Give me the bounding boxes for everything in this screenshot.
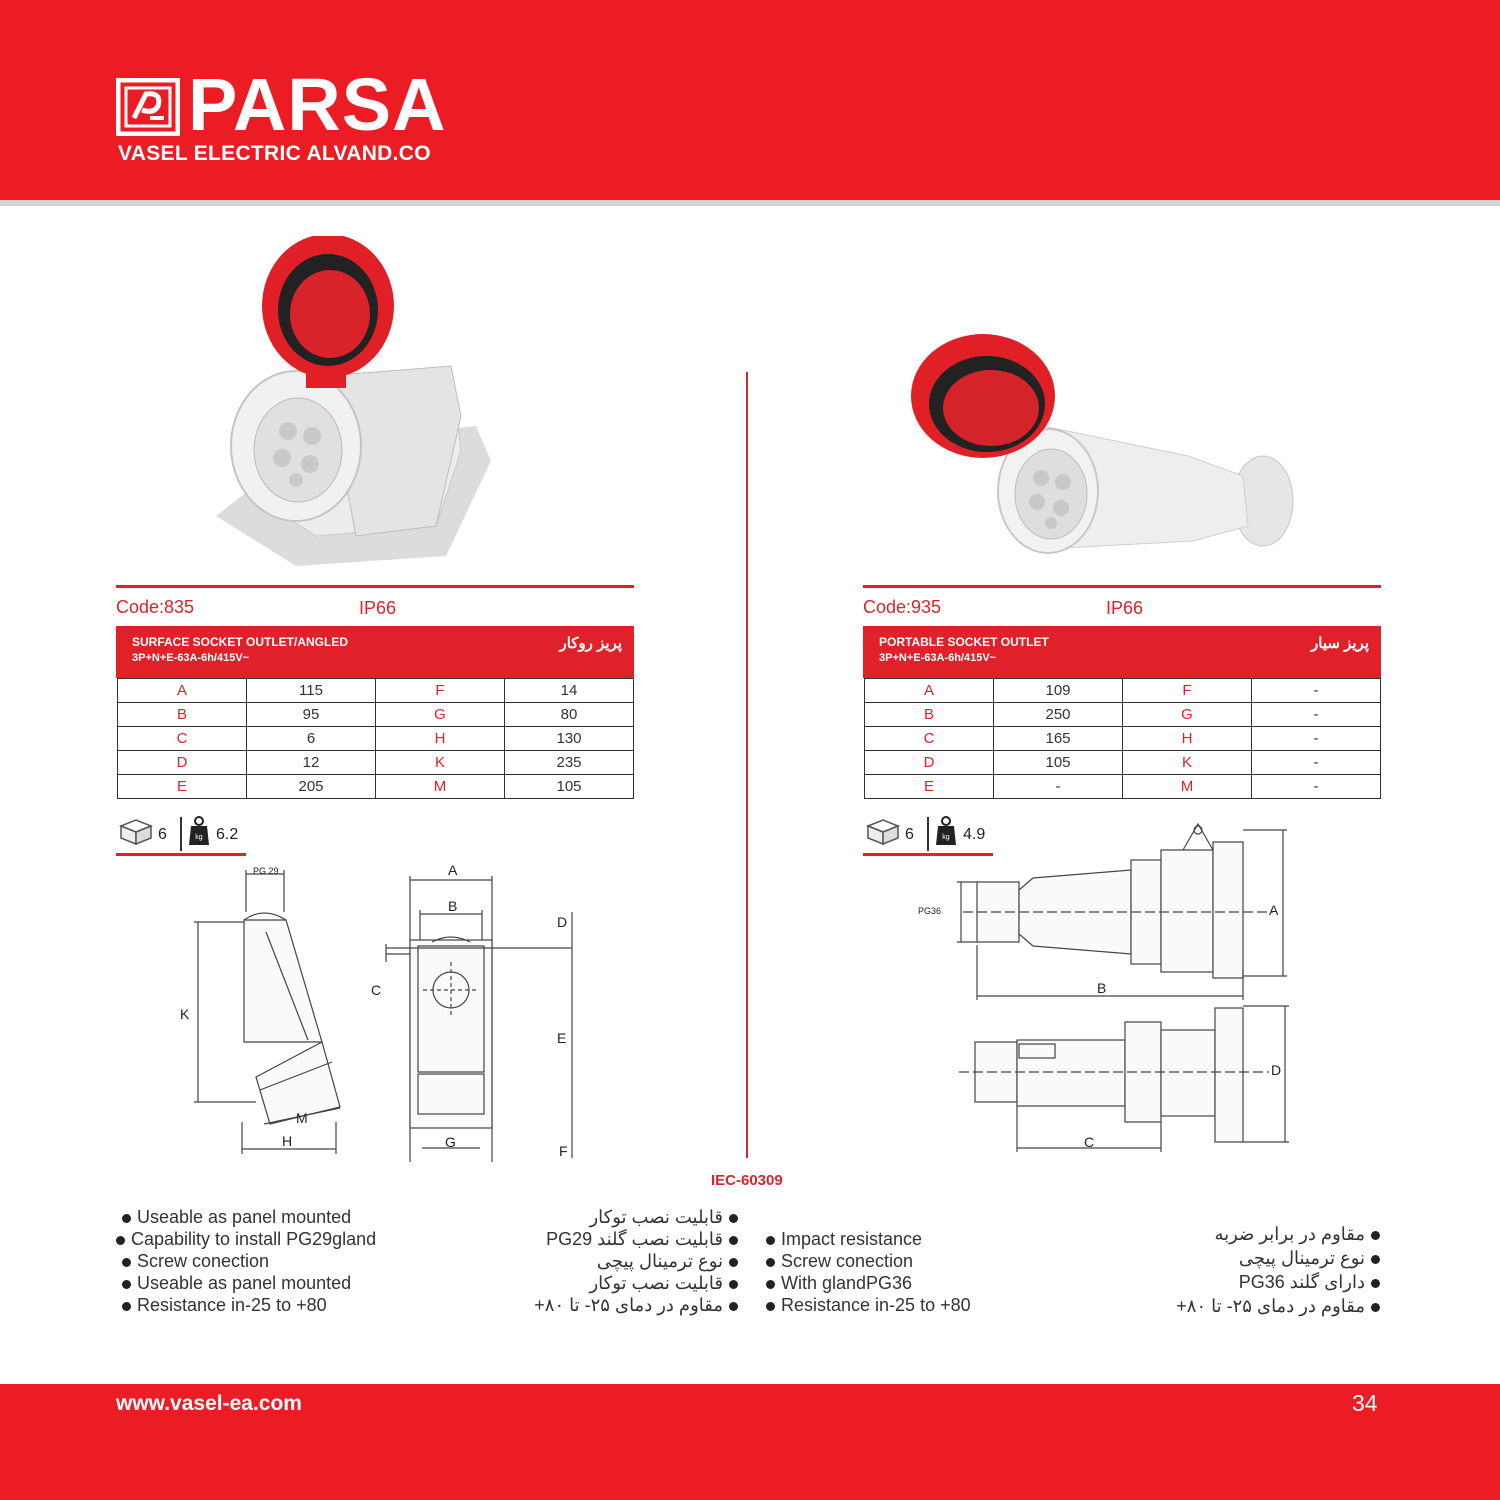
product-spec: 3P+N+E-63A-6h/415V~ (879, 652, 997, 664)
table-row: C 165 H - (865, 727, 1381, 751)
front-view-drawing (382, 862, 582, 1162)
product-title: SURFACE SOCKET OUTLET/ANGLED (132, 635, 349, 649)
ip-rating: IP66 (359, 598, 397, 618)
list-item: Impact resistance (760, 1228, 971, 1250)
weight-icon (188, 816, 210, 846)
list-item: نوع ترمینال پیچی (534, 1250, 744, 1272)
list-item: Resistance in-25 to +80 (116, 1294, 376, 1316)
drawing-label: B (448, 898, 458, 914)
feature-list-fa-835 (534, 1206, 744, 1316)
drawing-label: E (557, 1030, 567, 1046)
list-item: قابلیت نصب گلند PG29 (534, 1228, 744, 1250)
svg-text:kg: kg (195, 834, 203, 841)
list-item: Useable as panel mounted (116, 1206, 376, 1228)
website-link[interactable]: www.vasel-ea.com (116, 1392, 302, 1415)
brand-name: PARSA (188, 63, 447, 146)
package-qty: 6 (905, 826, 914, 843)
product-title: PORTABLE SOCKET OUTLET (879, 635, 1049, 649)
table-row: A 115 F 14 (118, 679, 634, 703)
table-row: B 250 G - (865, 703, 1381, 727)
product-spec: 3P+N+E-63A-6h/415V~ (132, 652, 250, 664)
feature-list-fa-935 (1176, 1222, 1386, 1318)
section-rule (116, 585, 634, 588)
list-item: Useable as panel mounted (116, 1272, 376, 1294)
list-item: قابلیت نصب توکار (534, 1206, 744, 1228)
surface-socket-photo (206, 236, 496, 566)
drawing-label: G (445, 1134, 456, 1150)
list-item: Screw conection (116, 1250, 376, 1272)
weight-value: 4.9 (963, 826, 986, 843)
list-item: مقاوم در دمای ۲۵- تا ۸۰+ (534, 1294, 744, 1316)
drawing-label: A (448, 862, 458, 878)
portable-socket-photo (903, 326, 1303, 556)
package-qty: 6 (158, 826, 167, 843)
dimension-table (117, 678, 634, 799)
table-row: A 109 F - (865, 679, 1381, 703)
drawing-label: D (1271, 1062, 1282, 1078)
list-item: نوع ترمینال پیچی (1176, 1246, 1386, 1270)
table-row: E - M - (865, 775, 1381, 799)
product-title-fa: پریز روکار (559, 635, 622, 652)
drawing-label: C (1084, 1134, 1095, 1150)
product-code: Code:835 (116, 597, 195, 617)
drawing-label: B (1097, 980, 1107, 996)
box-icon (118, 816, 154, 846)
list-item: قابلیت نصب توکار (534, 1272, 744, 1294)
separator (927, 817, 929, 851)
feature-list-en-935 (760, 1228, 971, 1316)
list-item: مقاوم در برابر ضربه (1176, 1222, 1386, 1246)
dimension-table (864, 678, 1381, 799)
drawing-label: D (557, 914, 568, 930)
separator (180, 817, 182, 851)
drawing-label: K (180, 1006, 190, 1022)
list-item: With glandPG36 (760, 1272, 971, 1294)
list-item: Capability to install PG29gland (116, 1228, 376, 1250)
packaging-info (116, 814, 246, 854)
table-row: C 6 H 130 (118, 727, 634, 751)
table-row: B 95 G 80 (118, 703, 634, 727)
page-number: 34 (1352, 1390, 1378, 1416)
list-item: دارای گلند PG36 (1176, 1270, 1386, 1294)
svg-text:kg: kg (942, 834, 950, 841)
drawing-label: C (371, 982, 382, 998)
feature-list-en (116, 1206, 376, 1316)
section-rule (116, 853, 246, 856)
drawing-label: F (559, 1143, 568, 1159)
section-rule (863, 585, 1381, 588)
list-item: Resistance in-25 to +80 (760, 1294, 971, 1316)
list-item: Screw conection (760, 1250, 971, 1272)
drawing-label: H (282, 1133, 293, 1149)
table-row: D 12 K 235 (118, 751, 634, 775)
box-icon (865, 816, 901, 846)
brand-company: VASEL ELECTRIC ALVAND.CO (118, 142, 431, 165)
ip-rating: IP66 (1106, 598, 1144, 618)
product-title-fa: پریز سیار (1311, 635, 1369, 652)
table-row: E 205 M 105 (118, 775, 634, 799)
drawing-label: PG36 (918, 906, 942, 916)
weight-value: 6.2 (216, 826, 239, 843)
drawing-label: A (1269, 902, 1279, 918)
section-view-drawing (959, 1000, 1299, 1160)
list-item: مقاوم در دمای ۲۵- تا ۸۰+ (1176, 1294, 1386, 1318)
center-divider (746, 372, 748, 1158)
side-view-drawing (176, 862, 356, 1162)
standard-label: IEC-60309 (711, 1172, 783, 1189)
table-row: D 105 K - (865, 751, 1381, 775)
drawing-label: PG 29 (253, 866, 279, 876)
drawing-label: M (296, 1110, 308, 1126)
top-view-drawing (953, 820, 1293, 1000)
product-code: Code:935 (863, 597, 942, 617)
